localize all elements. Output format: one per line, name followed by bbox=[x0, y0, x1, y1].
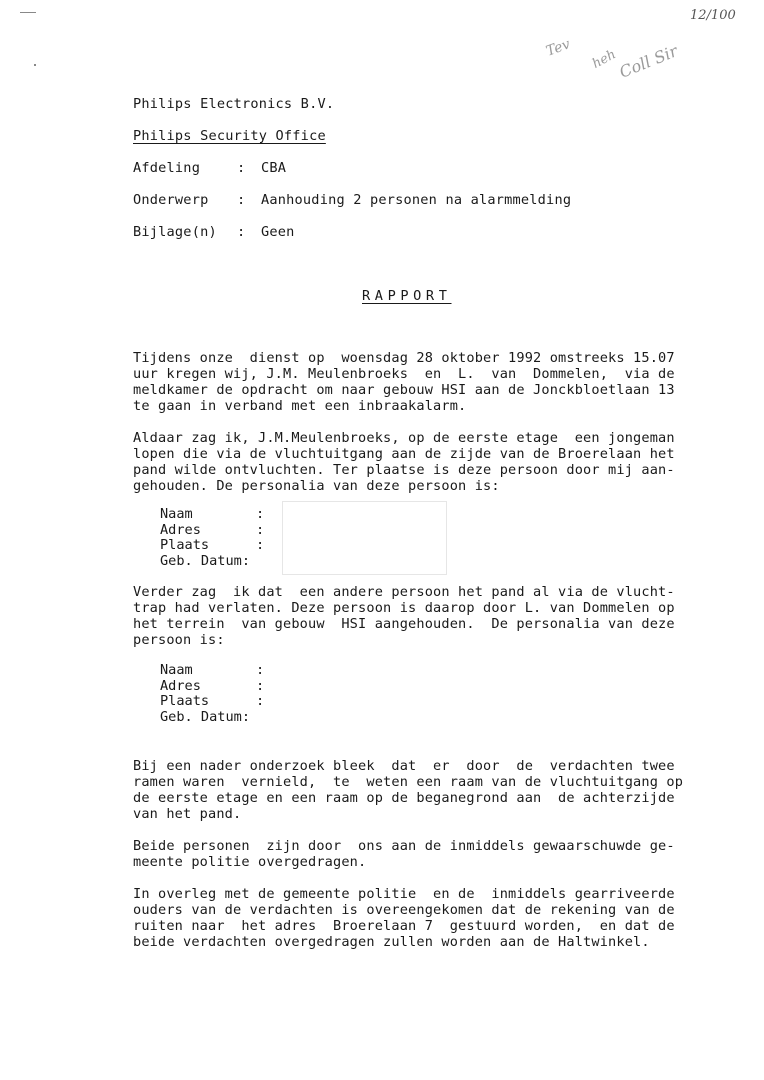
field-separator: : bbox=[237, 160, 246, 176]
personalia-block-1 bbox=[160, 507, 264, 569]
personalia-row: Plaats : bbox=[160, 693, 265, 709]
page-number-mark: 12/100 bbox=[690, 8, 736, 23]
paragraph-2: Aldaar zag ik, J.M.Meulenbroeks, op de eerste etage een jongeman lopen die via de vluchtuitgang aan de zijde van de Broerelaan het pand wilde ontvluchten. Ter plaatse is deze persoon door mij aan- gehouden. De personalia van deze persoon is: bbox=[133, 430, 675, 494]
field-value: CBA bbox=[261, 160, 287, 176]
redacted-area bbox=[282, 501, 447, 575]
report-title: RAPPORT bbox=[362, 288, 452, 304]
paragraph-4: Bij een nader onderzoek bleek dat er door de verdachten twee ramen waren vernield, te weten een raam van de vluchtuitgang op de eerste etage en een raam op de beganegrond aan de achterzijde van het pand. bbox=[133, 758, 684, 822]
handwritten-note-3: Coll Sir bbox=[616, 41, 681, 82]
handwritten-note-1: Tev bbox=[544, 36, 573, 60]
field-value: Aanhouding 2 personen na alarmmelding bbox=[261, 192, 572, 208]
margin-dot bbox=[34, 64, 36, 66]
field-label: Onderwerp bbox=[133, 192, 209, 208]
field-label: Bijlage(n) bbox=[133, 224, 217, 240]
personalia-row: Naam : bbox=[160, 506, 265, 522]
paragraph-3: Verder zag ik dat een andere persoon het pand al via de vlucht- trap had verlaten. Deze persoon is daarop door L. van Dommelen op het terrein van gebouw HSI aangehouden. De personalia van deze persoon is: bbox=[133, 584, 675, 648]
paragraph-5: Beide personen zijn door ons aan de inmiddels gewaarschuwde ge- meente politie overgedragen. bbox=[133, 838, 675, 870]
company-name: Philips Electronics B.V. bbox=[133, 96, 335, 112]
field-separator: : bbox=[237, 192, 246, 208]
field-onderwerp bbox=[133, 192, 571, 208]
office-name: Philips Security Office bbox=[133, 128, 326, 144]
personalia-block-2 bbox=[160, 663, 264, 725]
personalia-row: Naam : bbox=[160, 662, 265, 678]
field-separator: : bbox=[237, 224, 246, 240]
handwritten-note-2: heh bbox=[589, 47, 619, 72]
field-label: Afdeling bbox=[133, 160, 201, 176]
personalia-row: Adres : bbox=[160, 677, 265, 694]
personalia-row: Geb. Datum: bbox=[160, 552, 251, 569]
personalia-row: Plaats : bbox=[160, 537, 265, 553]
paragraph-1: Tijdens onze dienst op woensdag 28 oktober 1992 omstreeks 15.07 uur kregen wij, J.M. Meulenbroeks en L. van Dommelen, via de meldkamer de opdracht om naar gebouw HSI aan de Jonckbloetlaan 13 te gaan in verband met een inbraakalarm. bbox=[133, 350, 675, 414]
margin-speck bbox=[20, 12, 36, 13]
field-value: Geen bbox=[261, 224, 295, 240]
personalia-row: Geb. Datum: bbox=[160, 708, 251, 725]
personalia-row: Adres : bbox=[160, 521, 265, 538]
field-afdeling bbox=[133, 160, 286, 176]
field-bijlage bbox=[133, 224, 295, 240]
paragraph-6: In overleg met de gemeente politie en de inmiddels gearriveerde ouders van de verdachten is overeengekomen dat de rekening van de ruiten naar het adres Broerelaan 7 gestuurd worden, en dat de beide verdachten overgedragen zullen worden aan de Haltwinkel. bbox=[133, 886, 675, 950]
